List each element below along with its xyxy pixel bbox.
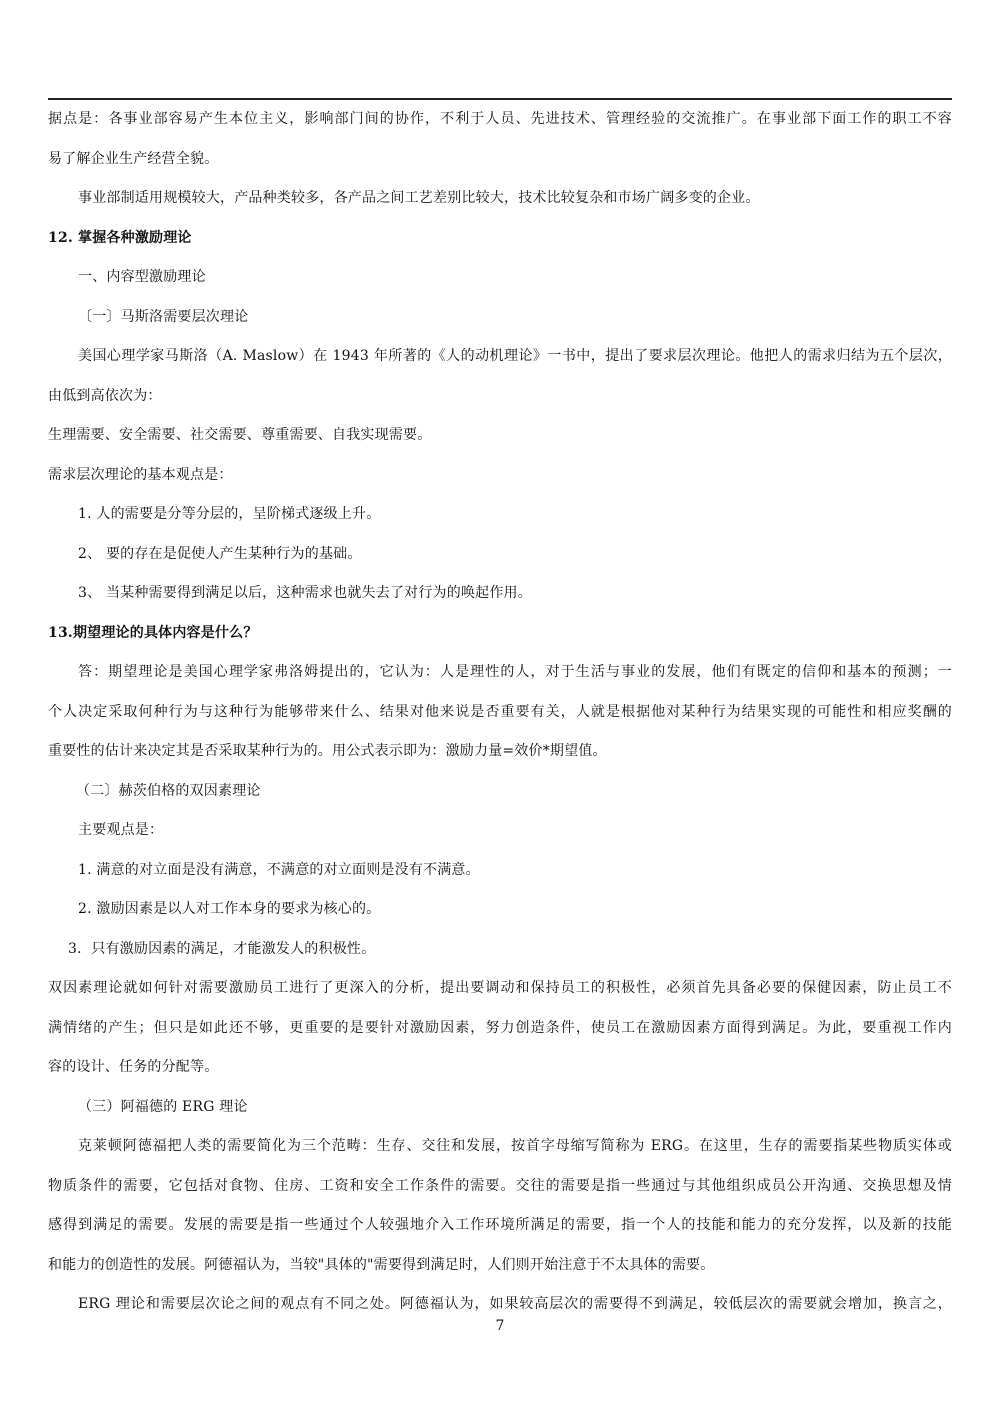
list-item: 3、 当某种需要得到满足以后，这种需求也就失去了对行为的唤起作用。 — [78, 585, 532, 601]
paragraph-line: ERG 理论和需要层次论之间的观点有不同之处。阿德福认为，如果较高层次的需要得不到满足，较低层次的需要就会增加，换言之， — [78, 1296, 952, 1312]
section-heading-13: 13.期望理论的具体内容是什么？ — [48, 624, 258, 641]
paragraph-line: 事业部制适用规模较大，产品种类较多，各产品之间工艺差别比较大，技术比较复杂和市场广阔多变的企业。 — [78, 190, 760, 206]
paragraph-line: 由低到高依次为： — [48, 387, 162, 404]
list-item: 1. 满意的对立面是没有满意，不满意的对立面则是没有不满意。 — [78, 861, 480, 878]
subsection-heading: 〔一〕马斯洛需要层次理论 — [78, 308, 249, 325]
paragraph-line: 容的设计、任务的分配等。 — [48, 1059, 219, 1075]
paragraph-line: 个人决定采取何种行为与这种行为能够带来什么、结果对他来说是否重要有关，人就是根据他对某种行为结果实现的可能性和相应奖酬的 — [48, 703, 952, 720]
document-body — [48, 100, 952, 1325]
paragraph-line: 物质条件的需要，它包括对食物、住房、工资和安全工作条件的需要。交往的需要是指一些通过与其他组织成员公开沟通、交换思想及情 — [48, 1177, 952, 1194]
paragraph-line: 和能力的创造性的发展。阿德福认为，当较"具体的"需要得到满足时，人们则开始注意于不太具体的需要。 — [48, 1256, 715, 1273]
paragraph-line: 生理需要、安全需要、社交需要、尊重需要、自我实现需要。 — [48, 427, 432, 443]
subsection-heading: （三）阿福德的 ERG 理论 — [78, 1098, 248, 1115]
paragraph-line: 易了解企业生产经营全貌。 — [48, 150, 219, 167]
paragraph-line: 重要性的估计来决定其是否采取某种行为的。用公式表示即为：激励力量=效价*期望值。 — [48, 743, 607, 759]
paragraph-line: 克莱顿阿德福把人类的需要简化为三个范畴：生存、交往和发展，按首字母缩写简称为 ERG。在这里，生存的需要指某些物质实体或 — [78, 1138, 952, 1154]
list-item: 3．只有激励因素的满足，才能激发人的积极性。 — [68, 940, 376, 957]
paragraph-line: 双因素理论就如何针对需要激励员工进行了更深入的分析，提出要调动和保持员工的积极性，必须首先具备必要的保健因素，防止员工不 — [48, 980, 952, 996]
list-item: 2、 要的存在是促使人产生某种行为的基础。 — [78, 545, 362, 562]
subsection-heading: 一、内容型激励理论 — [78, 269, 206, 285]
document-page — [48, 0, 952, 1414]
paragraph-line: 美国心理学家马斯洛（A. Maslow）在 1943 年所著的《人的动机理论》一书中，提出了要求层次理论。他把人的需求归结为五个层次， — [78, 348, 952, 364]
paragraph-line: 需求层次理论的基本观点是： — [48, 466, 233, 483]
subsection-heading: （二〕赫茨伯格的双因素理论 — [76, 782, 261, 799]
section-heading-12: 12. 掌握各种激励理论 — [48, 229, 192, 246]
paragraph-line: 满情绪的产生；但只是如此还不够，更重要的是要针对激励因素，努力创造条件，使员工在激励因素方面得到满足。为此，要重视工作内 — [48, 1019, 952, 1036]
paragraph-line: 感得到满足的需要。发展的需要是指一些通过个人较强地介入工作环境所满足的需要，指一个人的技能和能力的充分发挥，以及新的技能 — [48, 1217, 952, 1233]
paragraph-line: 答：期望理论是美国心理学家弗洛姆提出的，它认为：人是理性的人，对于生活与事业的发展，他们有既定的信仰和基本的预测；一 — [78, 664, 952, 680]
page-number: 7 — [495, 1318, 505, 1334]
list-item: 1. 人的需要是分等分层的，呈阶梯式逐级上升。 — [78, 506, 381, 522]
paragraph-line: 主要观点是： — [78, 822, 164, 838]
list-item: 2. 激励因素是以人对工作本身的要求为核心的。 — [78, 901, 381, 917]
paragraph-line: 据点是：各事业部容易产生本位主义，影响部门间的协作，不利于人员、先进技术、管理经验的交流推广。在事业部下面工作的职工不容 — [48, 111, 952, 127]
